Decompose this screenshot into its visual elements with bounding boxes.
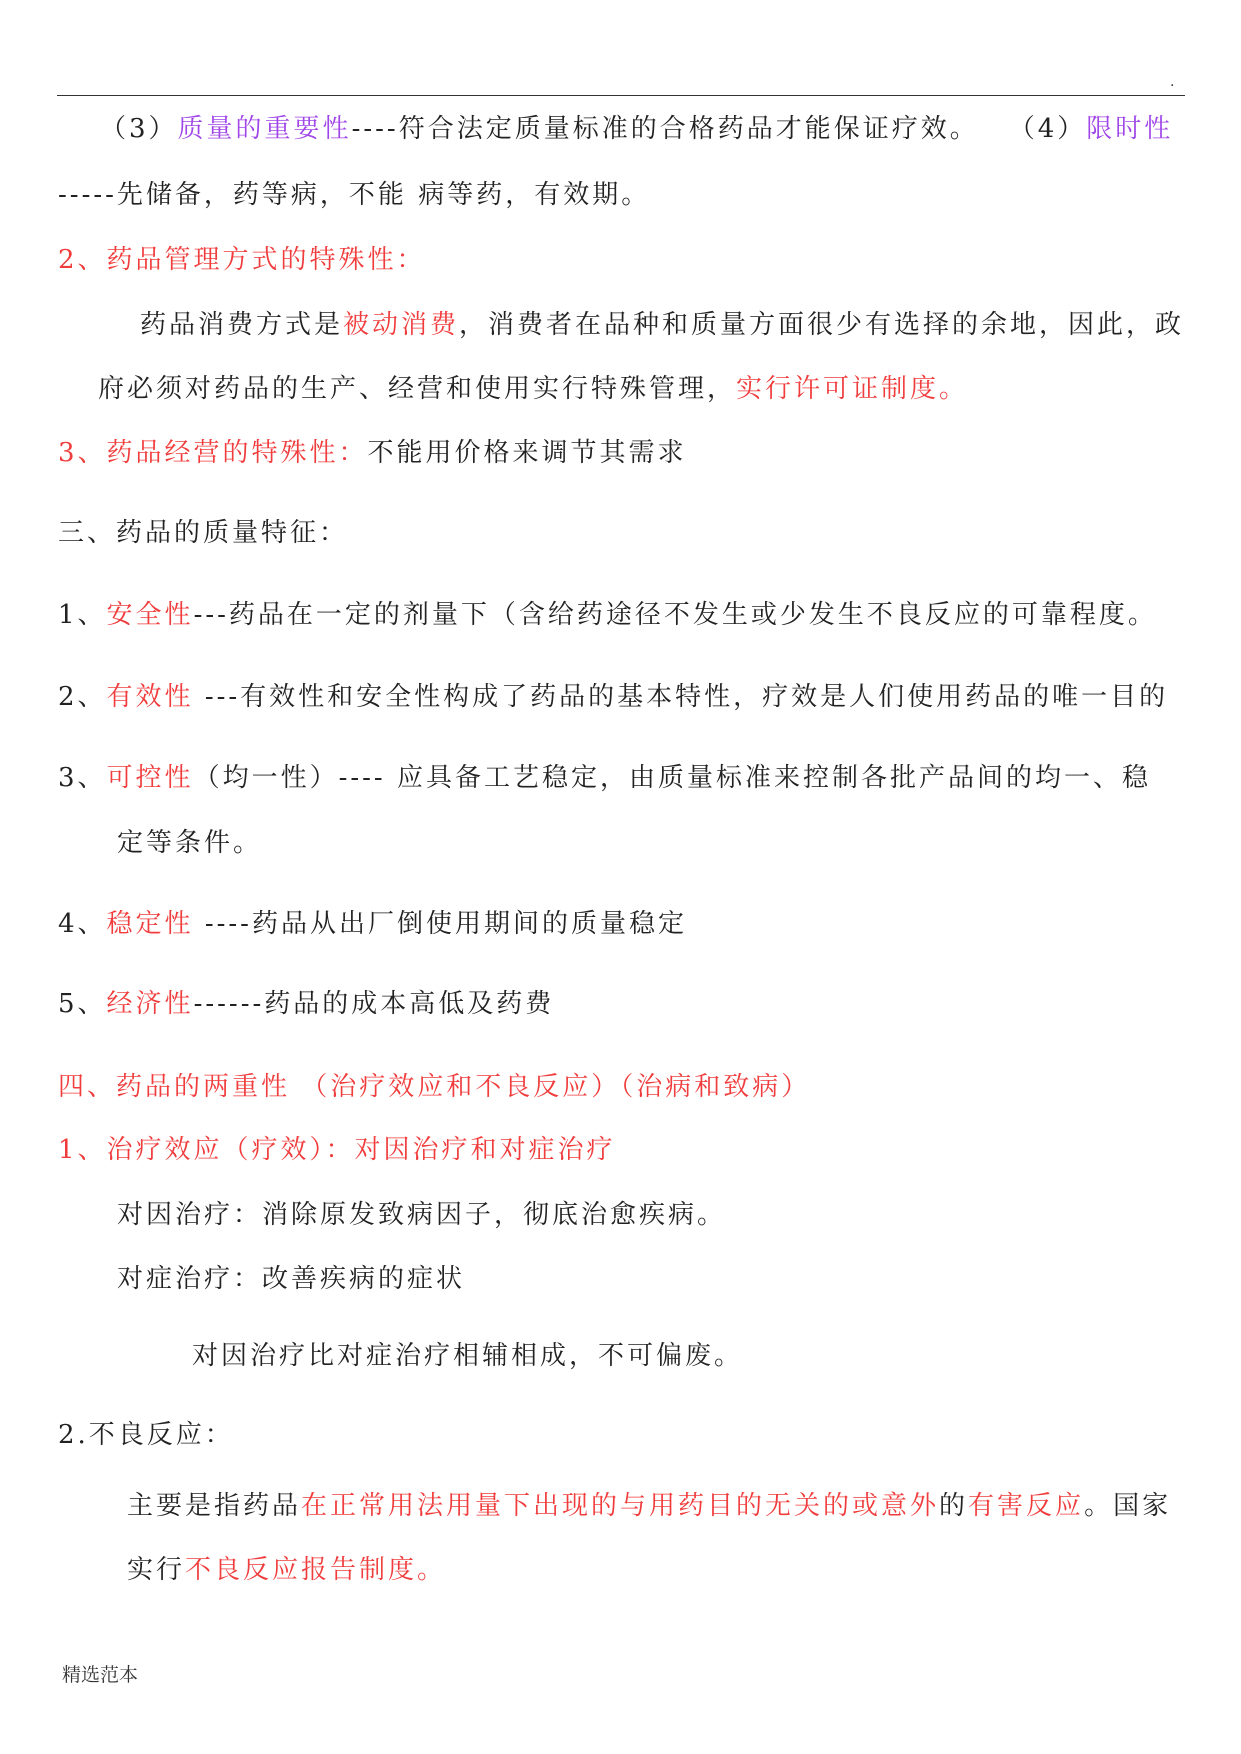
highlight-term: 安全性 <box>106 600 194 630</box>
section-heading <box>58 243 426 277</box>
text-run: 1、治疗效应（疗效）：对因治疗和对症治疗 <box>58 1135 616 1165</box>
highlight-term: 经济性 <box>106 989 194 1019</box>
text-run: （均一性）---- 应具备工艺稳定，由质量标准来控制各批产品间的均一、稳 <box>193 763 1151 793</box>
paragraph-line <box>58 178 650 212</box>
text-run: ，消费者在品种和质量方面很少有选择的余地，因此，政 <box>459 310 1185 340</box>
highlight-term: 限时性 <box>1086 114 1174 144</box>
list-item <box>58 907 687 941</box>
highlight-term: 可控性 <box>106 763 194 793</box>
header-rule <box>57 95 1185 96</box>
text-run: 实行 <box>127 1555 186 1585</box>
text-run: 2.不良反应： <box>58 1420 234 1450</box>
section-heading <box>58 1070 810 1104</box>
text-run: ---药品在一定的剂量下（含给药途径不发生或少发生不良反应的可靠程度。 <box>193 600 1157 630</box>
paragraph-line <box>98 372 968 406</box>
paragraph-line <box>192 1339 743 1373</box>
text-run: -----先储备，药等病，不能 病等药，有效期。 <box>58 180 651 210</box>
text-run: ---有效性和安全性构成了药品的基本特性，疗效是人们使用药品的唯一目的 <box>193 682 1169 712</box>
highlight-term: 实行许可证制度。 <box>736 374 969 404</box>
section-heading <box>58 436 687 470</box>
text-run: ------药品的成本高低及药费 <box>193 989 555 1019</box>
paragraph-line <box>127 1489 1171 1523</box>
paragraph-line <box>140 308 1184 342</box>
text-run: 2、药品管理方式的特殊性： <box>58 245 426 275</box>
highlight-term: 不良反应报告制度。 <box>185 1555 447 1585</box>
section-heading <box>58 1418 234 1452</box>
section-heading <box>58 1133 616 1167</box>
list-item <box>58 987 554 1021</box>
text-run: 府必须对药品的生产、经营和使用实行特殊管理， <box>98 374 737 404</box>
text-run: 药品消费方式是 <box>140 310 344 340</box>
text-run: 的 <box>939 1491 969 1521</box>
text-run: 4、 <box>58 909 107 939</box>
highlight-term: 有效性 <box>106 682 194 712</box>
paragraph-line <box>127 1553 446 1587</box>
text-run: （3） <box>100 114 178 144</box>
text-run: 对症治疗：改善疾病的症状 <box>117 1264 466 1294</box>
text-run: 2、 <box>58 682 107 712</box>
highlight-term: 被动消费 <box>343 310 460 340</box>
text-run: （4） <box>1008 114 1087 144</box>
text-run: 3、 <box>58 763 107 793</box>
text-run: 对因治疗：消除原发致病因子，彻底治愈疾病。 <box>117 1200 727 1230</box>
page-footer: 精选范本 <box>62 1664 139 1686</box>
highlight-term: 有害反应 <box>968 1491 1085 1521</box>
list-item <box>58 761 1151 795</box>
text-run: 对因治疗比对症治疗相辅相成，不可偏废。 <box>192 1341 744 1371</box>
text-run: 1、 <box>58 600 107 630</box>
text-run: 四、药品的两重性 （治疗效应和不良反应）（治病和致病） <box>58 1072 811 1102</box>
highlight-term: 在正常用法用量下出现的与用药目的无关的或意外 <box>301 1491 940 1521</box>
highlight-term: 稳定性 <box>106 909 194 939</box>
header-mark: . <box>1170 74 1175 90</box>
list-item <box>58 598 1157 632</box>
text-run: ----符合法定质量标准的合格药品才能保证疗效。 <box>351 114 979 144</box>
text-run: 三、药品的质量特征： <box>58 518 349 548</box>
text-run: 5、 <box>58 989 107 1019</box>
text-run: ----药品从出厂倒使用期间的质量稳定 <box>193 909 687 939</box>
paragraph-line <box>117 1198 726 1232</box>
paragraph-line <box>117 1262 465 1296</box>
highlight-term: 质量的重要性 <box>177 114 352 144</box>
paragraph-line <box>117 826 262 860</box>
list-item <box>58 680 1168 714</box>
highlight-term: 3、药品经营的特殊性： <box>58 438 368 468</box>
text-run: 不能用价格来调节其需求 <box>367 438 687 468</box>
paragraph-line <box>100 112 1173 146</box>
section-heading <box>58 516 348 550</box>
text-run: 定等条件。 <box>117 828 263 858</box>
text-run: 主要是指药品 <box>127 1491 302 1521</box>
text-run: 。国家 <box>1084 1491 1172 1521</box>
